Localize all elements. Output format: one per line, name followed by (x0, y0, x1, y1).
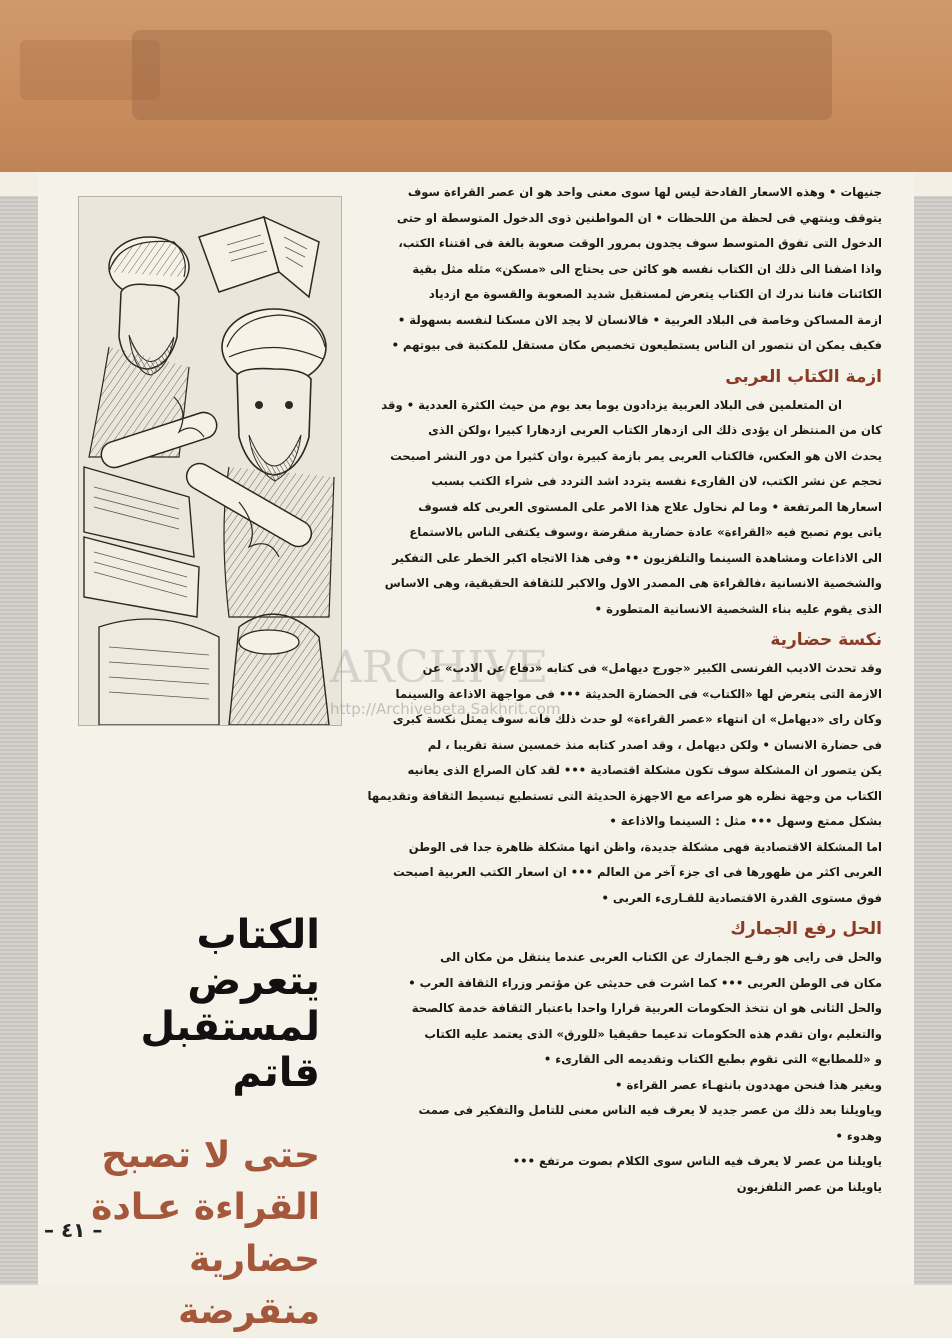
headline-subtitle-line: حتى لا تصبح (101, 1135, 320, 1176)
headline-title-line: لمستقبل قاتم (140, 1004, 320, 1096)
headline-subtitle-line: حضارية منقرضة (178, 1239, 320, 1332)
article-body (358, 180, 882, 1194)
article-headline (70, 912, 320, 1338)
text-line: جنيهات • وهذه الاسعار الفادحة ليس لها سوى معنى واحد هو ان عصر القراءة سوف (407, 185, 882, 199)
right-margin-strip (914, 196, 952, 1285)
section-heading-setback: نكسة حضارية (770, 630, 882, 650)
text-line: مكان فى الوطن العربى ••• كما اشرت فى حديثى عن مؤتمر وزراء الثقافة العرب • (408, 975, 882, 990)
text-line: والشخصية الانسانية ،فالقراءة هى المصدر الاول والاكبر للثقافة الحقيقية، وهى الاساس (384, 576, 882, 590)
text-line: ان المتعلمين فى البلاد العربية يزدادون يوما بعد يوم من حيث الكثرة العددية • وقد (381, 397, 842, 412)
text-line: العربى اكثر من ظهورها فى اى جزء آخر من العالم ••• ان اسعار الكتب العربية اصبحت (393, 865, 882, 879)
text-line: و «للمطابع» التى تقوم بطبع الكتاب وتقديمه الى القارىء • (543, 1052, 882, 1066)
text-line: ازمة المساكن وخاصة فى البلاد العربية • فالانسان لا يجد الان مسكنا لنفسه بسهولة • (397, 312, 882, 327)
text-line: ياتى يوم تصبح فيه «القراءة» عادة حضارية منقرضة ،وسوف يكتفى الناس بالاستماع (409, 525, 882, 539)
header-banner (0, 0, 952, 172)
text-line: وياويلنا بعد ذلك من عصر جديد لا يعرف فيه الناس معنى للتامل والتفكير فى صمت (418, 1103, 882, 1117)
headline-title-line: الكتاب يتعرض (187, 912, 320, 1004)
intro-paragraph (358, 180, 882, 359)
text-line: وقد تحدث الاديب الفرنسى الكبير «جورج ديهامل» فى كتابه «دفاع عن الادب» عن (422, 661, 882, 675)
text-line: اسعارها المرتفعة • وما لم نحاول علاج هذا الامر على المستوى العربى كله فسوف (418, 499, 882, 514)
text-line: ويغير هذا فنحن مهددون بانتهـاء عصر القراءة • (615, 1077, 882, 1092)
text-line: يكن يتصور ان المشكلة سوف تكون مشكلة اقتصادية ••• لقد كان الصراع الذى يعانيه (407, 763, 882, 777)
text-line: والتعليم ،وان تقدم هذه الحكومات تدعيما حقيقيا «للورق» الذى يعتمد عليه الكتاب (424, 1026, 882, 1041)
text-line: فوق مستوى القدرة الاقتصادية للقـارىء العربى • (601, 890, 882, 905)
text-line: واذا اضفنا الى ذلك ان الكتاب نفسه هو كائن حى يحتاج الى «مسكن» مثله مثل بقية (412, 261, 882, 276)
text-line: الازمة التى يتعرض لها «الكتاب» فى الحضارة الحديثة ••• فى مواجهة الاذاعة والسينما (395, 686, 882, 701)
page-number: – ٤١ – (44, 1218, 103, 1242)
text-line: فى حضارة الانسان • ولكن ديهامل ، وقد اصدر كتابه منذ خمسين سنة تقريبا ، لم (427, 737, 882, 752)
setback-paragraph (358, 656, 882, 911)
archive-watermark: ARCHIVE (330, 642, 549, 693)
text-line: وهدوء • (835, 1128, 882, 1143)
text-line: يحدث الان هو العكس، فالكتاب العربى يمر بازمة كبيرة ،وان كثيرا من دور النشر اصبحت (390, 448, 882, 463)
text-line: ياويلنا من عصر لا يعرف فيه الناس سوى الكلام بصوت مرتفع ••• (512, 1154, 882, 1168)
text-line: كان من المنتظر ان يؤدى ذلك الى ازدهار الكتاب العربى ازدهارا كبيرا ،ولكن الذى (428, 423, 882, 437)
header-banner-title-bleed (132, 30, 832, 120)
text-line: الكتاب من وجهة نظره هو صراعه مع الاجهزة الحديثة التى تستطيع تبسيط الثقافة وتقديمها (367, 788, 882, 803)
text-line: الكائنات فاننا ندرك ان الكتاب يتعرض لمستقبل شديد الصعوبة والقسوة مع ازدياد (428, 287, 882, 301)
text-line: ياويلنا من عصر التلفزيون (736, 1179, 882, 1194)
archive-watermark-url: http://Archivebeta.Sakhrit.com (330, 700, 561, 718)
section-heading-crisis: ازمة الكتاب العربى (725, 366, 882, 387)
text-line: والحل فى رايى هو رفـع الجمارك عن الكتاب العربى عندما ينتقل من مكان الى (440, 950, 882, 964)
solution-paragraph (358, 945, 882, 1200)
text-line: بشكل ممتع وسهل ••• مثل : السينما والاذاعة • (609, 814, 882, 828)
text-line: الذى يقوم عليه بناء الشخصية الانسانية المتطورة • (594, 601, 882, 616)
section-heading-solution: الحل رفع الجمارك (730, 919, 882, 939)
text-line: وكان راى «ديهامل» ان انتهاء «عصر القراءة» لو حدث ذلك فانه سوف يمثل نكسة كبرى (392, 712, 882, 726)
crisis-paragraph (358, 393, 882, 623)
headline-title (70, 912, 320, 1096)
text-line: تحجم عن نشر الكتب، لان القارىء نفسه يتردد اشد التردد فى شراء الكتب بسبب (431, 474, 882, 488)
scholars-illustration (78, 196, 342, 726)
headline-subtitle-line: القراءة عـادة (91, 1187, 320, 1228)
text-line: اما المشكلة الاقتصادية فهى مشكلة جديدة، واظن انها مشكلة ظاهرة جدا فى الوطن (408, 839, 882, 854)
left-margin-strip (0, 196, 38, 1285)
text-line: الى الاذاعات ومشاهدة السينما والتلفزيون •• وفى هذا الاتجاه اكبر الخطر على التفكير (392, 550, 882, 565)
text-line: يتوقف وينتهي فى لحظة من اللحظات • ان المواطنين ذوى الدخول المتوسطة او حتى (396, 210, 882, 225)
text-line: الدخول التى تفوق المتوسط سوف يجدون بمرور الوقت صعوبة بالغة فى اقتناء الكتب، (398, 236, 882, 250)
text-line: والحل الثانى هو ان تتخذ الحكومات العربية قرارا واحدا باعتبار الثقافة خدمة كالصحة (411, 1001, 882, 1015)
text-line: فكيف يمكن ان نتصور ان الناس يستطيعون تخصيص مكان مستقل للمكتبة فى بيوتهم • (391, 338, 882, 352)
header-banner-logo-bleed (20, 40, 160, 100)
